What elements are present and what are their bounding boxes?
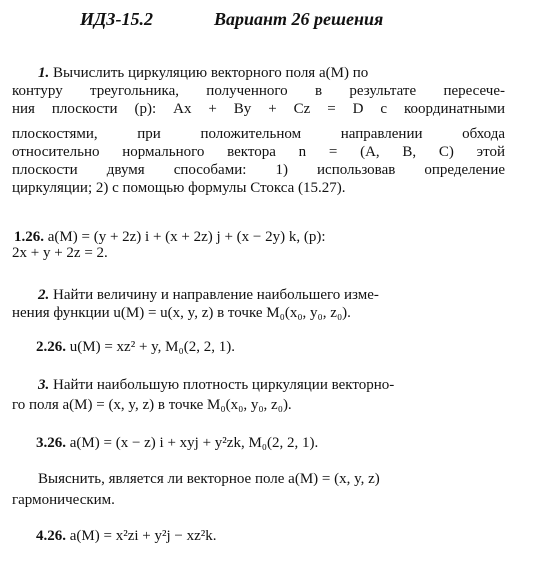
item-2-26-formula: u(M) = xz² + y, M₀(2, 2, 1). — [69, 339, 235, 355]
task-4-line-2: гармоническим. — [12, 492, 115, 508]
task-1-line-7: циркуляции; 2) с помощью формулы Стокса (15.27). — [12, 180, 346, 196]
task-2-line-2: нения функции u(M) = u(x, y, z) в точке M₀(x₀, y₀, z₀). — [12, 305, 351, 321]
task-1-line-3: ния плоскости (p): Ax + By + Cz = D с координатными — [12, 101, 505, 117]
task-1-line-4: плоскостями, при положительном направлении обхода — [12, 126, 505, 142]
task-1-line-2: контуру треугольника, полученного в результате пересече- — [12, 83, 505, 99]
task-1-line-6: плоскости двумя способами: 1) использовав определение — [12, 162, 505, 178]
item-1-26-number: 1.26. — [14, 229, 44, 245]
task-2-number: 2. — [38, 287, 50, 303]
item-3-26-number: 3.26. — [36, 435, 66, 451]
task-3-statement — [38, 376, 501, 394]
idz-title: ИДЗ-15.2 — [80, 9, 153, 29]
item-1-26-formula: a(M) = (y + 2z) i + (x + 2z) j + (x − 2y) k, (p): — [47, 229, 326, 245]
item-4-26 — [36, 527, 217, 545]
task-4-line-1: Выяснить, является ли векторное поле a(M) = (x, y, z) — [38, 471, 380, 487]
task-2-statement — [38, 286, 501, 304]
item-4-26-formula: a(M) = x²zi + y²j − xz²k. — [69, 528, 217, 544]
item-1-26-plane: 2x + y + 2z = 2. — [12, 245, 108, 261]
task-1-line-5: относительно нормального вектора n = (A, B, C) этой — [12, 144, 505, 160]
task-3-line-1: Найти наибольшую плотность циркуляции векторно- — [53, 377, 395, 393]
task-1-line-1: Вычислить циркуляцию векторного поля a(M) по — [53, 65, 369, 81]
item-2-26 — [36, 338, 235, 356]
task-3-number: 3. — [38, 377, 50, 393]
item-3-26 — [36, 434, 318, 452]
task-1-number: 1. — [38, 65, 50, 81]
variant-title: Вариант 26 решения — [214, 9, 384, 29]
task-1-statement — [38, 64, 505, 82]
item-3-26-formula: a(M) = (x − z) i + xyj + y²zk, M₀(2, 2, 1). — [69, 435, 319, 451]
task-3-line-2: го поля a(M) = (x, y, z) в точке M₀(x₀, y₀, z₀). — [12, 397, 292, 413]
item-4-26-number: 4.26. — [36, 528, 66, 544]
task-2-line-1: Найти величину и направление наибольшего изме- — [53, 287, 379, 303]
item-2-26-number: 2.26. — [36, 339, 66, 355]
